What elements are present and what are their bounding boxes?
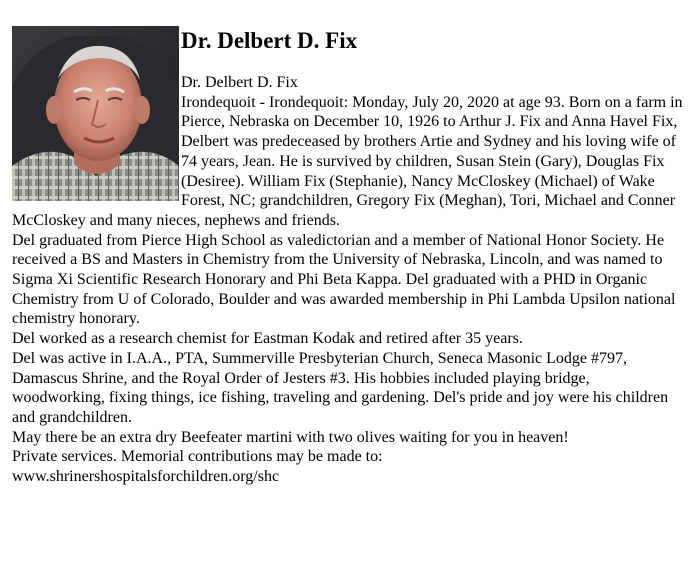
memorial-url: www.shrinershospitalsforchildren.org/shc xyxy=(12,468,280,486)
obituary-paragraph: Private services. Memorial contributions may be made to: xyxy=(12,448,383,466)
portrait-photo xyxy=(12,26,179,201)
obituary-paragraph: Del worked as a research chemist for Eastman Kodak and retired after 35 years. xyxy=(12,330,523,348)
obituary-paragraph: Irondequoit - Irondequoit: Monday, July 20, 2020 at age 93. Born on a farm in Pierce, Nebraska on December 10, 1926 to Arthur J. Fix and Anna Havel Fix, Delbert was predeceased by brothers Artie and Sydney and his loving wife of 74 years, Jean. He is survived by children, Susan Stein (Gary), Douglas Fix (Desiree). William Fix (Stephanie), Nancy McCloskey (Michael) of Wake Forest, NC; grandchildren, Gregory Fix (Meghan), Tori, Michael and Conner McCloskey and many nieces, nephews and friends. xyxy=(12,93,683,229)
obituary-paragraph: Del graduated from Pierce High School as valedictorian and a member of National Honor Society. He received a BS and Masters in Chemistry from the University of Nebraska, Lincoln, and was named to Sigma Xi Scientific Research Honorary and Phi Beta Kappa. Del graduated with a PHD in Organic Chemistry from U of Colorado, Boulder and was awarded membership in Phi Lambda Upsilon national chemistry honorary. xyxy=(12,231,676,328)
obituary-paragraph: Del was active in I.A.A., PTA, Summerville Presbyterian Church, Seneca Masonic Lodge #797, Damascus Shrine, and the Royal Order of Jesters #3. His hobbies included playing bridge, woodworking, fixing things, ice fishing, traveling and gardening. Del's pride and joy were his children and grandchildren. xyxy=(12,349,669,426)
portrait-photo-image xyxy=(12,26,179,201)
obituary-paragraph: May there be an extra dry Beefeater martini with two olives waiting for you in heaven! xyxy=(12,428,569,446)
name-line: Dr. Delbert D. Fix xyxy=(181,74,298,91)
obituary-title: Dr. Delbert D. Fix xyxy=(181,28,358,53)
obituary xyxy=(12,26,684,487)
